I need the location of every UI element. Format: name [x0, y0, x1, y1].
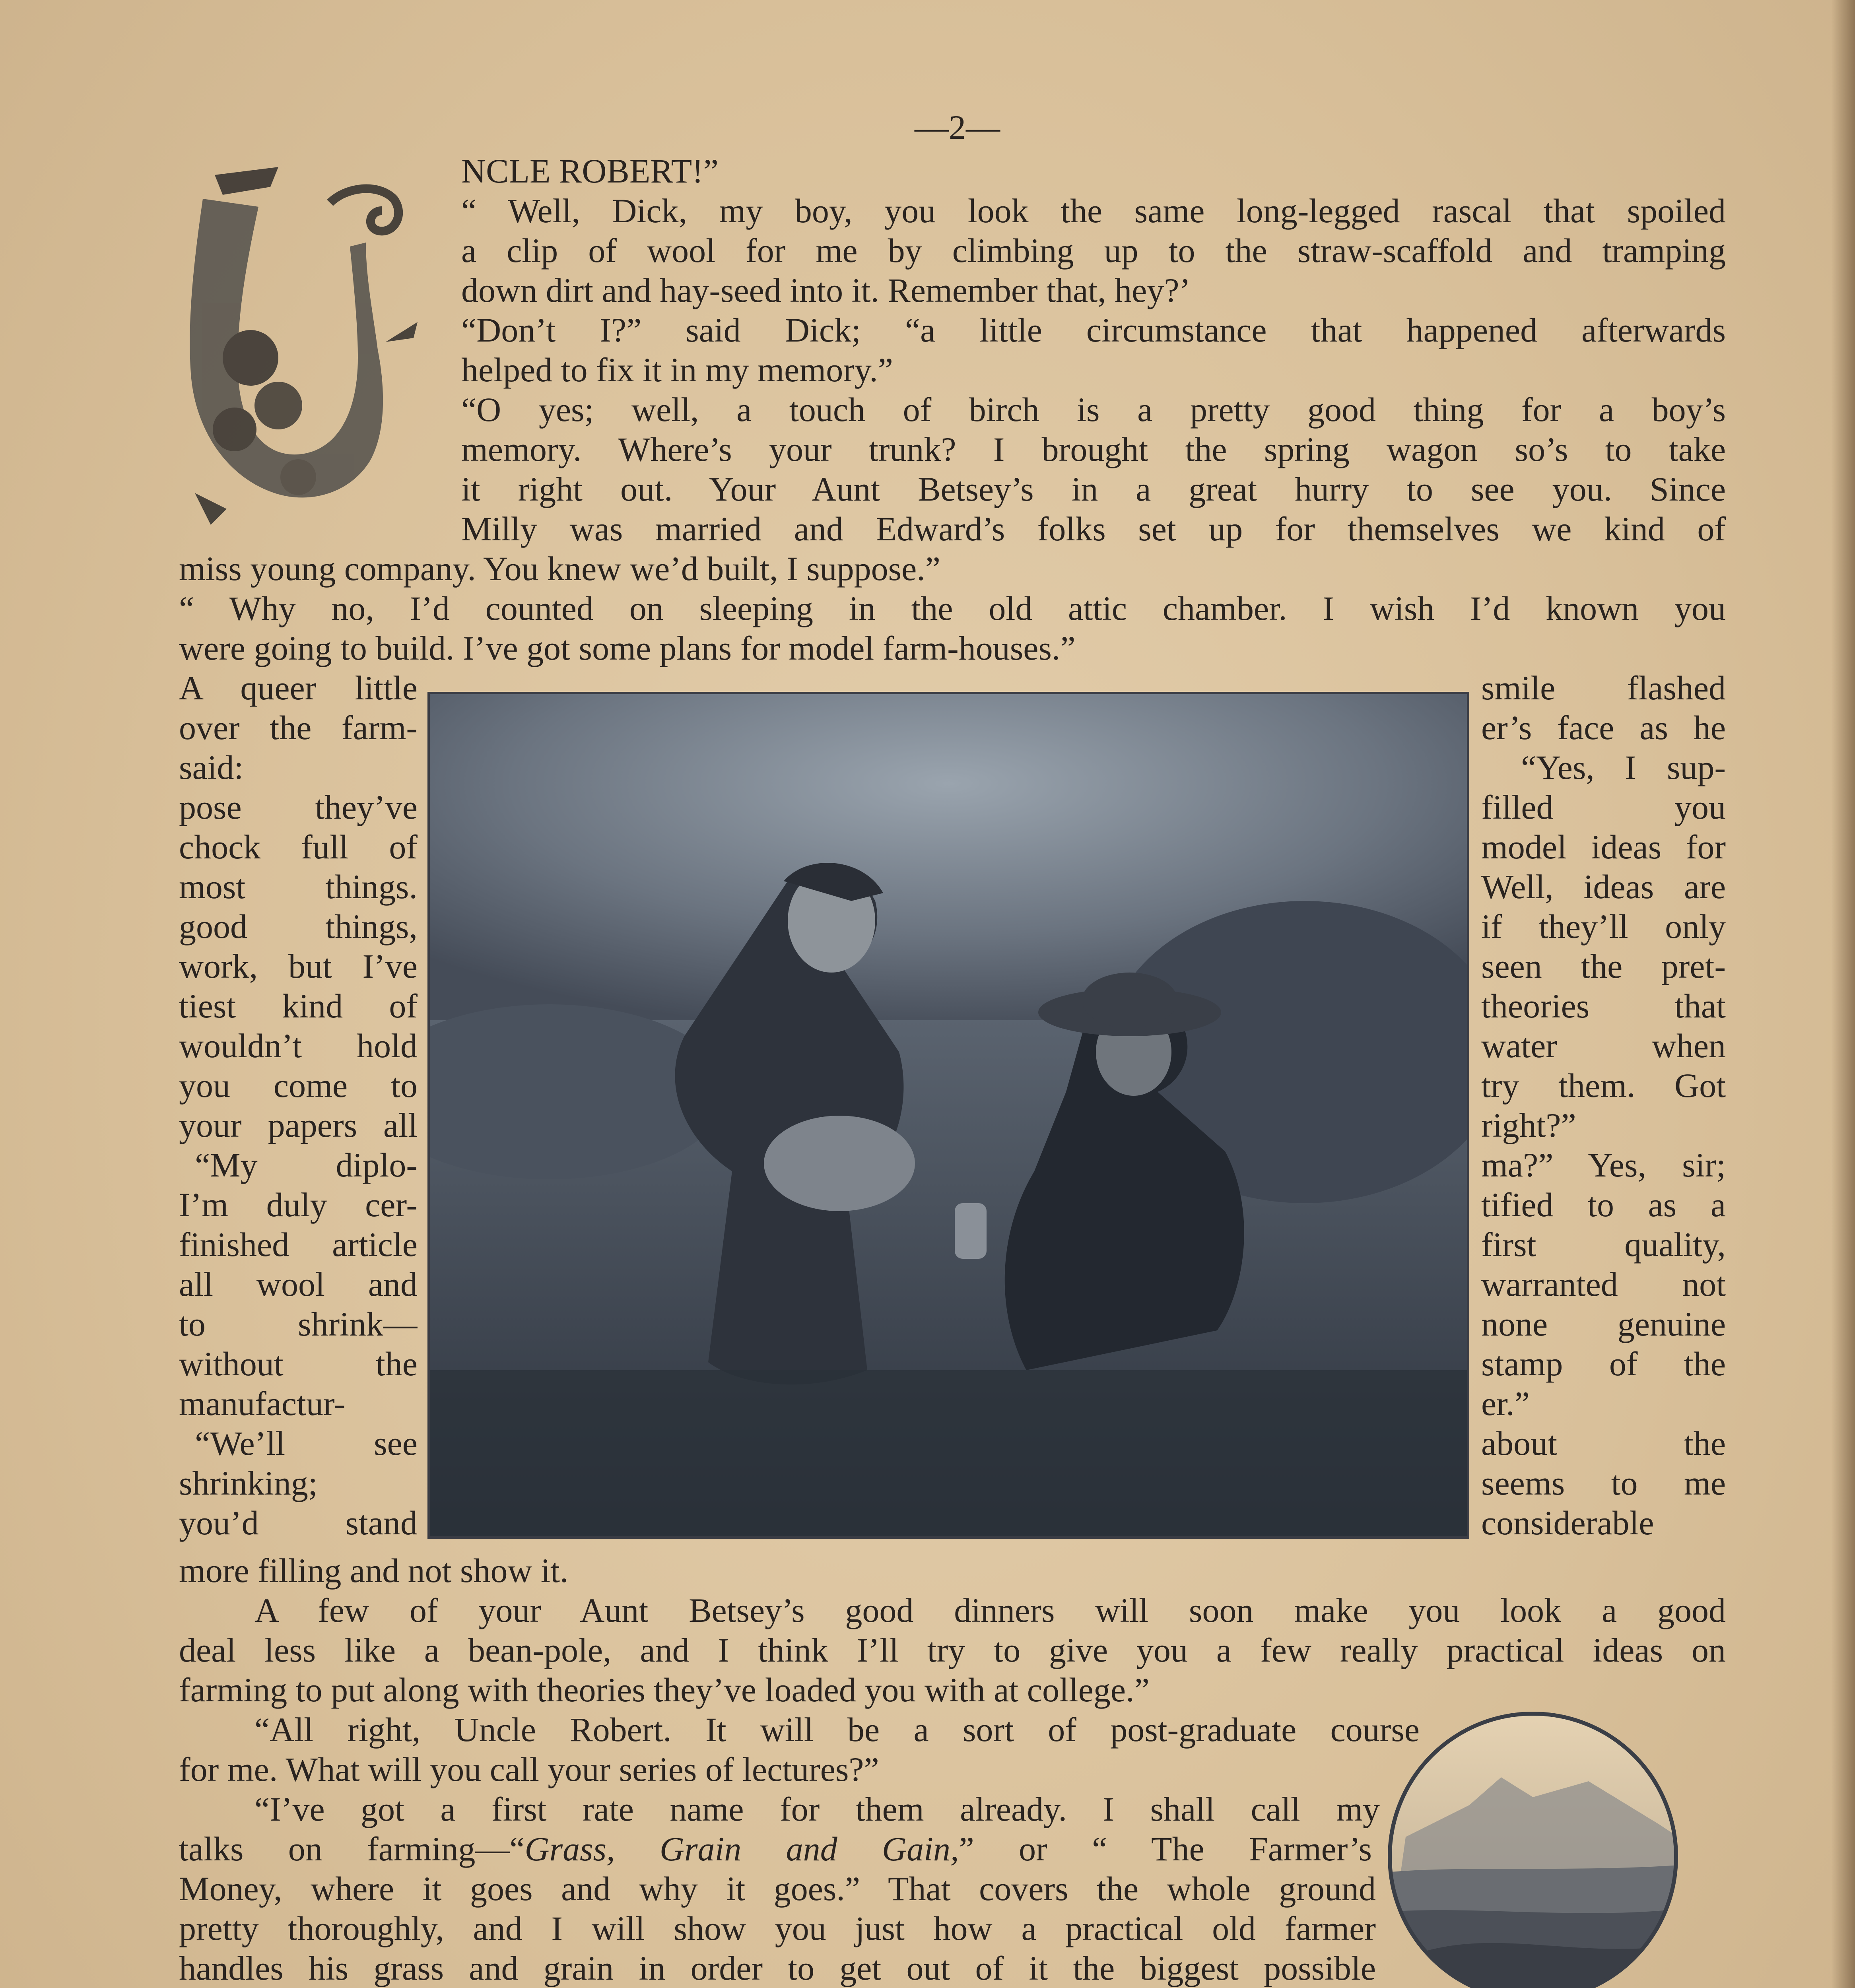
text-line: “I’ve got a first rate name for them already. I shall call my — [254, 1790, 1380, 1828]
page-number: —2— — [915, 108, 1000, 146]
text-line: NCLE ROBERT!” — [461, 152, 719, 190]
right-column-line: seems to me — [1481, 1464, 1726, 1502]
right-column-line: smile flashed — [1481, 669, 1726, 707]
left-column-line: chock full of — [179, 828, 418, 866]
left-column-line: to shrink— — [179, 1305, 418, 1343]
text-line: for me. What will you call your series of lectures?” — [179, 1750, 879, 1788]
text-line: down dirt and hay-seed into it. Remember that, hey?’ — [461, 271, 1191, 309]
right-column-line: considerable — [1481, 1504, 1654, 1542]
right-column-line: tified to as a — [1481, 1186, 1726, 1224]
right-column-line: seen the pret- — [1481, 947, 1726, 985]
right-column-line: model ideas for — [1481, 828, 1726, 866]
right-column-line: right?” — [1481, 1106, 1576, 1144]
left-column-line: all wool and — [179, 1265, 418, 1303]
right-column-line: theories that — [1481, 987, 1726, 1025]
right-column-line: warranted not — [1481, 1265, 1726, 1303]
right-column-line: about the — [1481, 1424, 1726, 1462]
left-column-line: finished article — [179, 1225, 418, 1264]
right-column-line: ma?” Yes, sir; — [1481, 1146, 1726, 1184]
text-line: miss young company. You knew we’d built, I suppose.” — [179, 549, 940, 588]
right-column-line: er.” — [1481, 1384, 1530, 1423]
text-fragment: ” or “ The Farmer’s — [959, 1830, 1372, 1868]
drop-cap-u-icon — [179, 151, 425, 533]
right-column-line: Well, ideas are — [1481, 868, 1726, 906]
left-column-line: “My diplo- — [195, 1146, 418, 1184]
left-column-line: wouldn’t hold — [179, 1027, 418, 1065]
right-column-line: er’s face as he — [1481, 709, 1726, 747]
left-column-line: said: — [179, 748, 244, 786]
text-line: helped to fix it in my memory.” — [461, 351, 893, 389]
left-column-line: tiest kind of — [179, 987, 418, 1025]
farm-workers-photograph — [427, 692, 1469, 1539]
right-column-line: if they’ll only — [1481, 907, 1726, 945]
text-line: “ Well, Dick, my boy, you look the same long-legged rascal that spoiled — [461, 192, 1726, 230]
text-line: A few of your Aunt Betsey’s good dinners will soon make you look a good — [254, 1591, 1726, 1629]
right-column-line: first quality, — [1481, 1225, 1726, 1264]
landscape-vignette-icon — [1382, 1706, 1716, 1988]
right-column-line: “Yes, I sup- — [1521, 748, 1726, 786]
text-line: “Don’t I?” said Dick; “a little circumstance that happened afterwards — [461, 311, 1726, 349]
left-column-line: you’d stand — [179, 1504, 418, 1542]
text-line: Milly was married and Edward’s folks set up for themselves we kind of — [461, 510, 1726, 548]
text-line: “O yes; well, a touch of birch is a pretty good thing for a boy’s — [461, 390, 1726, 429]
left-column-line: A queer little — [179, 669, 418, 707]
binding-shadow — [1831, 0, 1855, 1988]
text-line: it right out. Your Aunt Betsey’s in a great hurry to see you. Since — [461, 470, 1726, 508]
right-column-line: water when — [1481, 1027, 1726, 1065]
text-line: “All right, Uncle Robert. It will be a sort of post-graduate course — [254, 1710, 1420, 1749]
text-line: deal less like a bean-pole, and I think I’ll try to give you a few really practical ideas on — [179, 1631, 1726, 1669]
left-column-line: you come to — [179, 1066, 418, 1105]
text-line: were going to build. I’ve got some plans for model farm-houses.” — [179, 629, 1076, 667]
left-column-line: pose they’ve — [179, 788, 418, 826]
text-line: handles his grass and grain in order to get out of it the biggest possible — [179, 1949, 1376, 1987]
text-line: a clip of wool for me by climbing up to the straw-scaffold and tramping — [461, 231, 1726, 270]
harvest-scene-icon — [430, 694, 1467, 1536]
text-line: “ Why no, I’d counted on sleeping in the old attic chamber. I wish I’d known you — [179, 589, 1726, 627]
left-column-line: without the — [179, 1345, 418, 1383]
left-column-line: “We’ll see — [195, 1424, 418, 1462]
left-column-line: over the farm- — [179, 709, 418, 747]
text-line: pretty thoroughly, and I will show you just how a practical old farmer — [179, 1909, 1376, 1947]
left-column-line: your papers all — [179, 1106, 418, 1144]
left-column-line: work, but I’ve — [179, 947, 418, 985]
text-line: farming to put along with theories they’ve loaded you with at college.” — [179, 1671, 1150, 1709]
right-column-line: stamp of the — [1481, 1345, 1726, 1383]
lecture-title: Grass, Grain and Gain, — [524, 1830, 959, 1868]
right-column-line: try them. Got — [1481, 1066, 1726, 1105]
text-line — [179, 1829, 1372, 1869]
left-column-line: shrinking; — [179, 1464, 318, 1502]
text-line: more filling and not show it. — [179, 1551, 569, 1590]
left-column-line: manufactur- — [179, 1384, 346, 1423]
left-column-line: most things. — [179, 868, 418, 906]
left-column-line: good things, — [179, 907, 418, 945]
left-column-line: I’m duly cer- — [179, 1186, 418, 1224]
text-fragment: talks on farming—“ — [179, 1830, 525, 1868]
right-column-line: none genuine — [1481, 1305, 1726, 1343]
text-line: Money, where it goes and why it goes.” That covers the whole ground — [179, 1870, 1376, 1908]
text-line: memory. Where’s your trunk? I brought the spring wagon so’s to take — [461, 430, 1726, 468]
right-column-line: filled you — [1481, 788, 1726, 826]
